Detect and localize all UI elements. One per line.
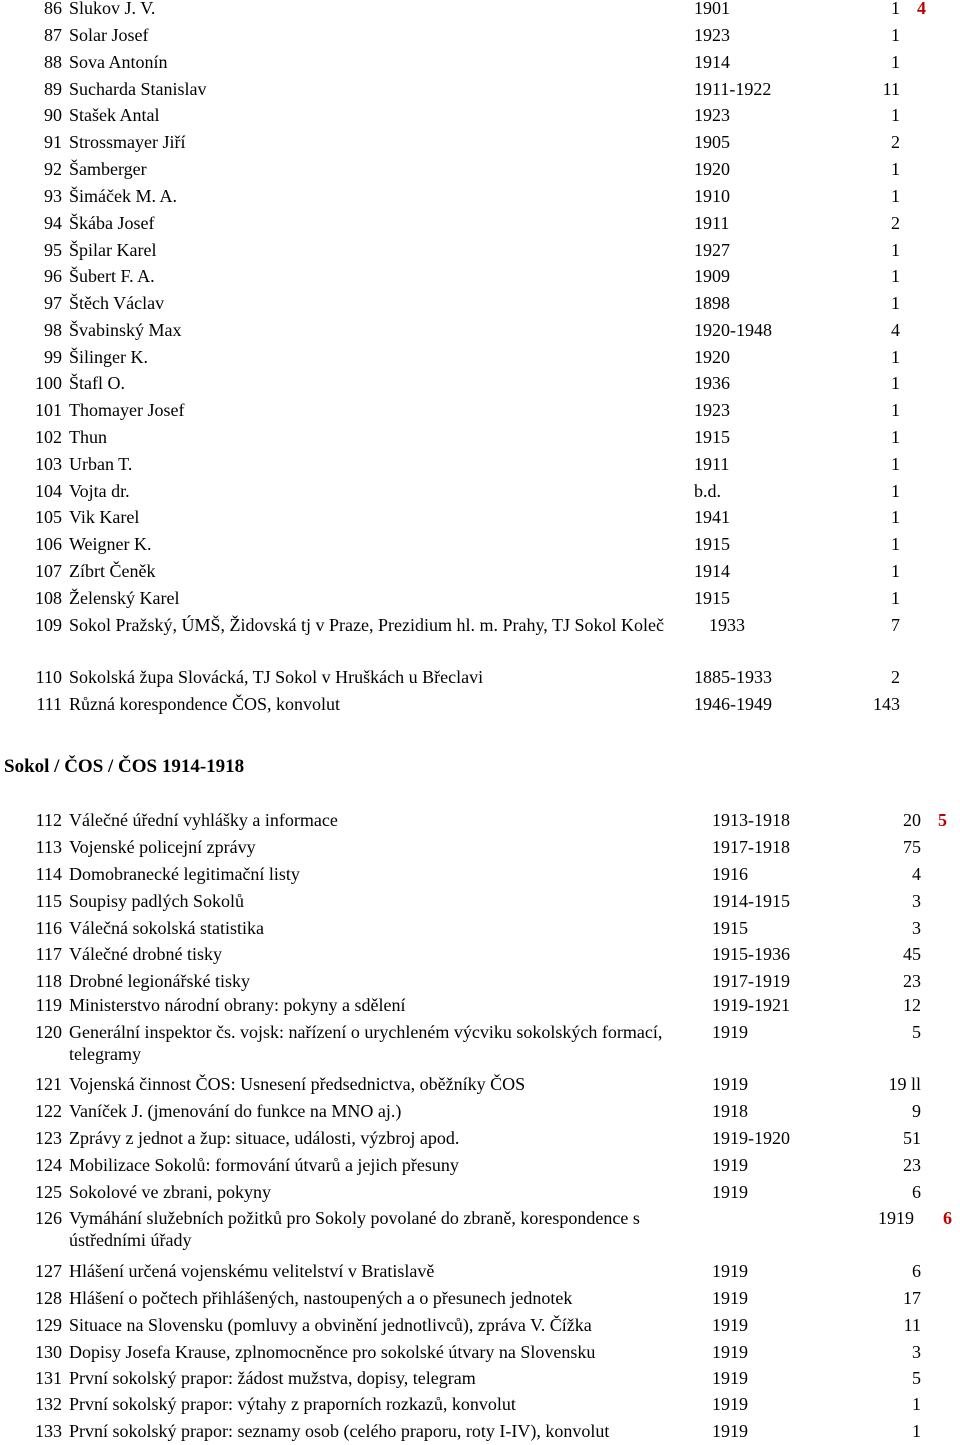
item-count: 11 <box>903 1315 921 1335</box>
item-date: 1914-1915 <box>712 891 790 911</box>
item-title: Sokolská župa Slovácká, TJ Sokol v Hruškách u Břeclavi <box>69 667 484 687</box>
item-count: 1 <box>891 293 900 313</box>
item-title: Sokol Pražský, ÚMŠ, Židovská tj v Praze, Prezidium hl. m. Prahy, TJ Sokol Koleč <box>69 615 664 635</box>
item-title: Vojta dr. <box>69 481 130 501</box>
item-number: 91 <box>44 132 62 152</box>
item-date: 1916 <box>712 864 748 884</box>
item-title: Válečné drobné tisky <box>69 944 222 964</box>
item-title: Thun <box>69 427 107 447</box>
item-number: 117 <box>35 944 62 964</box>
item-date: 1918 <box>712 1101 748 1121</box>
item-number: 127 <box>35 1261 62 1281</box>
item-count: 3 <box>912 918 921 938</box>
item-title: Soupisy padlých Sokolů <box>69 891 245 911</box>
item-count: 9 <box>912 1101 921 1121</box>
item-title: Zprávy z jednot a žup: situace, události, výzbroj apod. <box>69 1128 460 1148</box>
item-number: 87 <box>44 25 62 45</box>
item-count: 5 <box>912 1022 921 1042</box>
item-count: 3 <box>912 891 921 911</box>
item-date: 1919 <box>712 1394 748 1414</box>
item-count: 1 <box>912 1394 921 1414</box>
item-count: 2 <box>891 132 900 152</box>
item-number: 115 <box>35 891 62 911</box>
item-title: Vojenské policejní zprávy <box>69 837 256 857</box>
item-count: 3 <box>912 1342 921 1362</box>
item-number: 132 <box>35 1394 62 1414</box>
item-date: 1919 <box>712 1368 748 1388</box>
item-date: 1923 <box>694 400 730 420</box>
item-number: 110 <box>35 667 62 687</box>
item-count: 1 <box>891 266 900 286</box>
item-number: 122 <box>35 1101 62 1121</box>
item-number: 121 <box>35 1074 62 1094</box>
section-heading: Sokol / ČOS / ČOS 1914-1918 <box>4 756 245 777</box>
item-title: První sokolský prapor: žádost mužstva, dopisy, telegram <box>69 1368 476 1388</box>
item-number: 111 <box>36 694 62 714</box>
item-count: 4 <box>891 320 900 340</box>
item-number: 98 <box>44 320 62 340</box>
page-number-marker: 5 <box>938 810 947 830</box>
item-date: 1915 <box>694 534 730 554</box>
item-title: Ministerstvo národní obrany: pokyny a sdělení <box>69 995 406 1015</box>
item-number: 126 <box>35 1208 62 1228</box>
item-date: 1919 <box>712 1155 748 1175</box>
item-count: 1 <box>891 347 900 367</box>
item-count: 1 <box>891 159 900 179</box>
item-title: Škába Josef <box>69 213 155 233</box>
item-title: Sova Antonín <box>69 52 168 72</box>
item-title: Štafl O. <box>69 373 125 393</box>
item-number: 108 <box>35 588 62 608</box>
item-number: 92 <box>44 159 62 179</box>
item-number: 89 <box>44 79 62 99</box>
item-count: 1 <box>891 105 900 125</box>
item-title: Weigner K. <box>69 534 152 554</box>
item-count: 45 <box>903 944 921 964</box>
item-date: 1919 <box>712 1074 748 1094</box>
item-number: 113 <box>35 837 62 857</box>
item-date: 1915-1936 <box>712 944 790 964</box>
page-number-marker: 4 <box>917 0 926 18</box>
item-count: 1 <box>891 507 900 527</box>
item-date: 1915 <box>712 918 748 938</box>
item-title: Švabinský Max <box>69 320 182 340</box>
item-title: Stašek Antal <box>69 105 160 125</box>
item-number: 104 <box>35 481 62 501</box>
item-date: 1898 <box>694 293 730 313</box>
item-title: Dopisy Josefa Krause, zplnomocněnce pro sokolské útvary na Slovensku <box>69 1342 596 1362</box>
item-count: 51 <box>903 1128 921 1148</box>
item-date: 1920 <box>694 159 730 179</box>
item-count: 1 <box>891 427 900 447</box>
item-count: 1 <box>891 52 900 72</box>
item-date: 1919 <box>712 1315 748 1335</box>
item-count: 4 <box>912 864 921 884</box>
item-count: 1 <box>891 373 900 393</box>
item-title: Šilinger K. <box>69 347 148 367</box>
item-count: 1 <box>891 481 900 501</box>
item-date: 1919-1920 <box>712 1128 790 1148</box>
item-title: Vojenská činnost ČOS: Usnesení předsednictva, oběžníky ČOS <box>69 1074 526 1094</box>
item-number: 103 <box>35 454 62 474</box>
item-number: 99 <box>44 347 62 367</box>
item-number: 128 <box>35 1288 62 1308</box>
item-count: 2 <box>891 667 900 687</box>
item-count: 6 <box>912 1182 921 1202</box>
item-number: 112 <box>35 810 62 830</box>
item-count: 1 <box>891 240 900 260</box>
item-count: 1 <box>891 561 900 581</box>
item-date: 1941 <box>694 507 730 527</box>
item-date: 1885-1933 <box>694 667 772 687</box>
item-title: Šimáček M. A. <box>69 186 177 206</box>
item-title: Želenský Karel <box>69 588 180 608</box>
item-number: 107 <box>35 561 62 581</box>
item-title: Generální inspektor čs. vojsk: nařízení o urychleném výcviku sokolských formací, telegramy <box>69 1022 663 1064</box>
item-number: 86 <box>44 0 62 18</box>
item-number: 94 <box>44 213 62 233</box>
item-count: 1 <box>912 1421 921 1441</box>
item-number: 129 <box>35 1315 62 1335</box>
item-count: 19 ll <box>888 1074 921 1094</box>
item-date: 1917-1919 <box>712 971 790 991</box>
item-title: Hlášení určená vojenskému velitelství v Bratislavě <box>69 1261 435 1281</box>
item-number: 88 <box>44 52 62 72</box>
item-number: 114 <box>35 864 62 884</box>
item-date: 1919 <box>712 1421 748 1441</box>
item-date: 1913-1918 <box>712 810 790 830</box>
item-title: Šamberger <box>69 159 147 179</box>
item-date: 1919 <box>878 1208 914 1228</box>
item-count: 6 <box>912 1261 921 1281</box>
item-number: 119 <box>35 995 62 1015</box>
item-date: 1923 <box>694 105 730 125</box>
item-date: 1927 <box>694 240 730 260</box>
item-date: 1919 <box>712 1022 748 1042</box>
item-count: 7 <box>891 615 900 635</box>
item-number: 106 <box>35 534 62 554</box>
item-date: 1933 <box>709 615 745 635</box>
item-number: 118 <box>35 971 62 991</box>
item-date: 1911 <box>694 213 730 233</box>
item-date: 1901 <box>694 0 730 18</box>
item-date: 1936 <box>694 373 730 393</box>
item-title: Strossmayer Jiří <box>69 132 186 152</box>
item-date: 1910 <box>694 186 730 206</box>
item-count: 1 <box>891 534 900 554</box>
page-number-marker: 6 <box>943 1208 952 1228</box>
item-count: 20 <box>903 810 921 830</box>
item-date: 1911-1922 <box>694 79 772 99</box>
item-count: 12 <box>903 995 921 1015</box>
item-count: 1 <box>891 25 900 45</box>
item-title: Urban T. <box>69 454 133 474</box>
item-number: 120 <box>35 1022 62 1042</box>
item-title: Sokolové ve zbrani, pokyny <box>69 1182 271 1202</box>
item-count: 23 <box>903 1155 921 1175</box>
item-number: 125 <box>35 1182 62 1202</box>
item-date: 1919 <box>712 1182 748 1202</box>
item-number: 96 <box>44 266 62 286</box>
item-title: Drobné legionářské tisky <box>69 971 250 991</box>
item-date: 1909 <box>694 266 730 286</box>
item-number: 93 <box>44 186 62 206</box>
item-title: Vik Karel <box>69 507 140 527</box>
item-title: Sucharda Stanislav <box>69 79 207 99</box>
item-title: Vymáhání služebních požitků pro Sokoly povolané do zbraně, korespondence s ústředními úřady <box>69 1208 640 1250</box>
item-title: Různá korespondence ČOS, konvolut <box>69 694 340 714</box>
item-title: Vaníček J. (jmenování do funkce na MNO aj.) <box>69 1101 402 1121</box>
item-number: 116 <box>35 918 62 938</box>
item-date: 1911 <box>694 454 730 474</box>
item-date: 1914 <box>694 52 730 72</box>
item-title: Domobranecké legitimační listy <box>69 864 300 884</box>
item-number: 102 <box>35 427 62 447</box>
item-date: 1915 <box>694 588 730 608</box>
item-date: 1919 <box>712 1342 748 1362</box>
item-title: Hlášení o počtech přihlášených, nastoupených a o přesunech jednotek <box>69 1288 573 1308</box>
item-number: 90 <box>44 105 62 125</box>
item-number: 124 <box>35 1155 62 1175</box>
item-number: 133 <box>35 1421 62 1441</box>
item-count: 5 <box>912 1368 921 1388</box>
item-date: 1919-1921 <box>712 995 790 1015</box>
item-count: 143 <box>873 694 900 714</box>
item-number: 130 <box>35 1342 62 1362</box>
item-number: 123 <box>35 1128 62 1148</box>
item-title: Štěch Václav <box>69 293 165 313</box>
item-number: 109 <box>35 615 62 635</box>
item-title: Válečná sokolská statistika <box>69 918 264 938</box>
item-title: První sokolský prapor: seznamy osob (celého praporu, roty I-IV), konvolut <box>69 1421 610 1441</box>
item-number: 97 <box>44 293 62 313</box>
item-date: 1920-1948 <box>694 320 772 340</box>
item-title: Válečné úřední vyhlášky a informace <box>69 810 338 830</box>
item-title: Solar Josef <box>69 25 149 45</box>
item-count: 1 <box>891 186 900 206</box>
item-count: 75 <box>903 837 921 857</box>
item-date: 1905 <box>694 132 730 152</box>
item-count: 2 <box>891 213 900 233</box>
item-count: 1 <box>891 0 900 18</box>
item-date: b.d. <box>694 481 721 501</box>
item-number: 95 <box>44 240 62 260</box>
item-number: 131 <box>35 1368 62 1388</box>
item-number: 100 <box>35 373 62 393</box>
item-date: 1914 <box>694 561 730 581</box>
item-title: Slukov J. V. <box>69 0 156 18</box>
item-number: 101 <box>35 400 62 420</box>
item-title: Thomayer Josef <box>69 400 185 420</box>
item-date: 1919 <box>712 1288 748 1308</box>
item-date: 1917-1918 <box>712 837 790 857</box>
item-date: 1923 <box>694 25 730 45</box>
item-number: 105 <box>35 507 62 527</box>
item-count: 23 <box>903 971 921 991</box>
item-title: Zíbrt Čeněk <box>69 561 156 581</box>
item-date: 1915 <box>694 427 730 447</box>
item-title: Situace na Slovensku (pomluvy a obvinění jednotlivců), zpráva V. Čížka <box>69 1315 592 1335</box>
item-title: Mobilizace Sokolů: formování útvarů a jejich přesuny <box>69 1155 459 1175</box>
item-title: Špilar Karel <box>69 240 157 260</box>
item-title: První sokolský prapor: výtahy z praporních rozkazů, konvolut <box>69 1394 516 1414</box>
item-count: 17 <box>903 1288 921 1308</box>
item-count: 1 <box>891 588 900 608</box>
item-count: 1 <box>891 400 900 420</box>
item-count: 11 <box>882 79 900 99</box>
item-title: Šubert F. A. <box>69 266 155 286</box>
item-date: 1946-1949 <box>694 694 772 714</box>
item-count: 1 <box>891 454 900 474</box>
item-date: 1920 <box>694 347 730 367</box>
item-date: 1919 <box>712 1261 748 1281</box>
